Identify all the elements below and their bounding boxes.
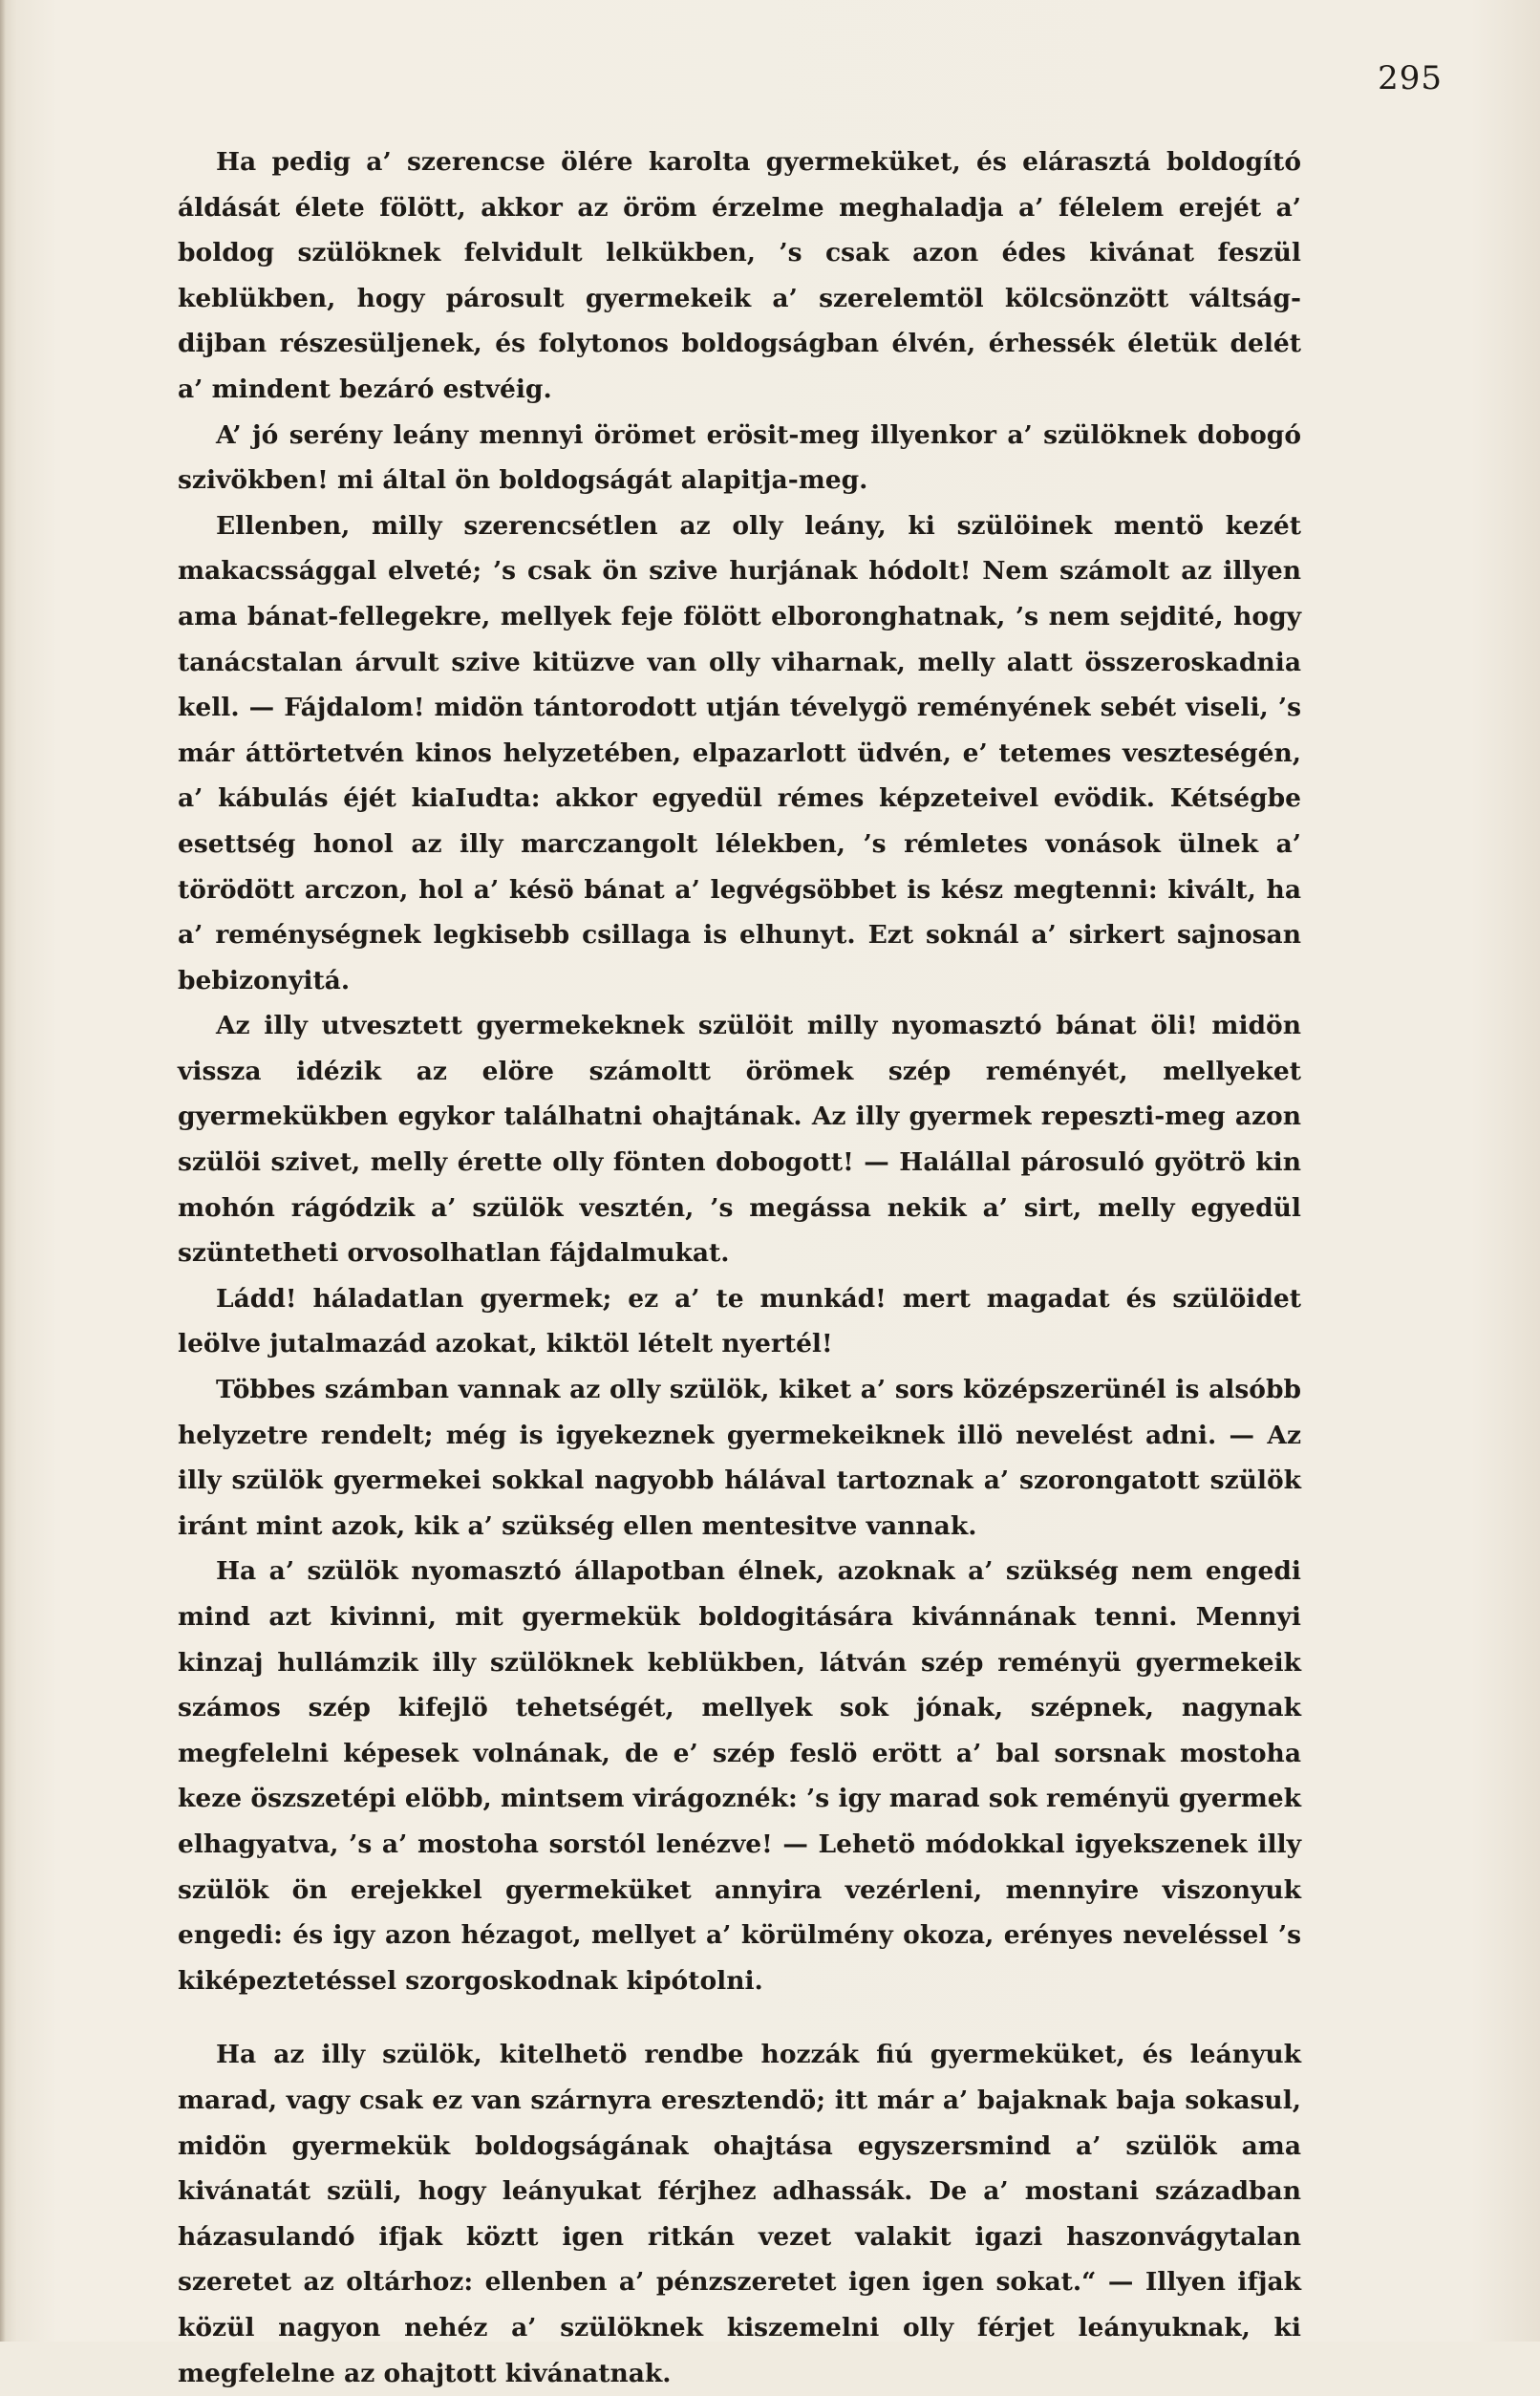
page-number: 295 bbox=[1378, 59, 1443, 97]
paragraph-7: Ha a’ szülök nyomasztó állapotban élnek, azoknak a’ szükség nem engedi mind azt kivinni, mit gyermekük boldogitására kivánnának tenni. Mennyi kinzaj hullámzik illy szülöknek keblükben, látván szép reményü gyermekeik számos szép kifejlö tehetségét, mellyek sok jónak, szépnek, nagynak megfelelni képesek volnának, de e’ szép feslö erött a’ bal sorsnak mostoha keze öszszetépi elöbb, mintsem virágoznék: ’s igy marad sok reményü gyermek elhagyatva, ’s a’ mostoha sorstól lenézve! — Lehetö módokkal igyekszenek illy szülök ön erejekkel gyermeküket annyira vezérleni, mennyire viszonyuk engedi: és igy azon hézagot, mellyet a’ körülmény okoza, erényes neveléssel ’s kiképeztetéssel szorgoskodnak kipótolni. bbox=[178, 1556, 1301, 1996]
paragraph-3: Ellenben, milly szerencsétlen az olly leány, ki szülöinek mentö kezét makacssággal elveté; ’s csak ön szive hurjának hódolt! Nem számolt az illyen ama bánat-fellegekre, mellyek feje fölött elboronghatnak, ’s nem sejdité, hogy tanácstalan árvult szive kitüzve van olly viharnak, melly alatt összeroskadnia kell. — Fájdalom! midön tántorodott utján tévelygö reményének sebét viseli, ’s már áttörtetvén kinos helyzetében, elpazarlott üdvén, e’ tetemes veszteségén, a’ kábulás éjét kiaIudta: akkor egyedül rémes képzeteivel evödik. Kétségbe esettség honol az illy marczangolt lélekben, ’s rémletes vonások ülnek a’ törödött arczon, hol a’ késö bánat a’ legvégsöbbet is kész megtenni: kivált, ha a’ reménységnek legkisebb csillaga is elhunyt. Ezt soknál a’ sirkert sajnosan bebizonyitá. bbox=[178, 510, 1301, 995]
page-spine-shadow bbox=[0, 0, 6, 2342]
paragraph-8: Ha az illy szülök, kitelhetö rendbe hozzák fiú gyermeküket, és leányuk marad, vagy csak ez van szárnyra eresztendö; itt már a’ bajaknak baja sokasul, midön gyermekük boldogságának ohajtása egyszersmind a’ szülök ama kivánatát szüli, hogy leányukat férjhez adhassák. De a’ mostani században házasulandó ifjak köztt igen ritkán vezet valakit igazi haszonvágytalan szeretet az oltárhoz: ellenben a’ pénzszeretet igen igen sokat.“ — Illyen ifjak közül nagyon nehéz a’ szülöknek kiszemelni olly férjet leányuknak, ki megfelelne az ohajtott kivánatnak. bbox=[178, 2040, 1301, 2388]
paragraph-2: A’ jó serény leány mennyi örömet erösit-meg illyenkor a’ szülöknek dobogó szivökben! mi által ön boldogságát alapitja-meg. bbox=[178, 419, 1301, 496]
body-text bbox=[178, 139, 1301, 2396]
paragraph-6: Többes számban vannak az olly szülök, kiket a’ sors középszerünél is alsóbb helyzetre rendelt; még is igyekeznek gyermekeiknek illö nevelést adni. — Az illy szülök gyermekei sokkal nagyobb hálával tartoznak a’ szorongatott szülök iránt mint azok, kik a’ szükség ellen mentesitve vannak. bbox=[178, 1375, 1301, 1541]
paragraph-4: Az illy utvesztett gyermekeknek szülöit milly nyomasztó bánat öli! midön vissza idézik az elöre számoltt örömek szép reményét, mellyeket gyermekükben egykor találhatni ohajtának. Az illy gyermek repeszti-meg azon szülöi szivet, melly érette olly fönten dobogott! — Halállal párosuló gyötrö kin mohón rágódzik a’ szülök vesztén, ’s megássa nekik a’ sirt, melly egyedül szüntetheti orvosolhatlan fájdalmukat. bbox=[178, 1011, 1301, 1269]
paragraph-5: Ládd! háladatlan gyermek; ez a’ te munkád! mert magadat és szülöidet leölve jutalmazád azokat, kiktöl lételt nyertél! bbox=[178, 1283, 1301, 1359]
paragraph-1: Ha pedig a’ szerencse ölére karolta gyermeküket, és elárasztá boldogító áldását élete fölött, akkor az öröm érzelme meghaladja a’ félelem erejét a’ boldog szülöknek felvidult lelkükben, ’s csak azon édes kivánat feszül keblükben, hogy párosult gyermekeik a’ szerelemtöl kölcsönzött váltság-dijban részesüljenek, és folytonos boldogságban élvén, érhessék életük delét a’ mindent bezáró estvéig. bbox=[178, 147, 1301, 404]
